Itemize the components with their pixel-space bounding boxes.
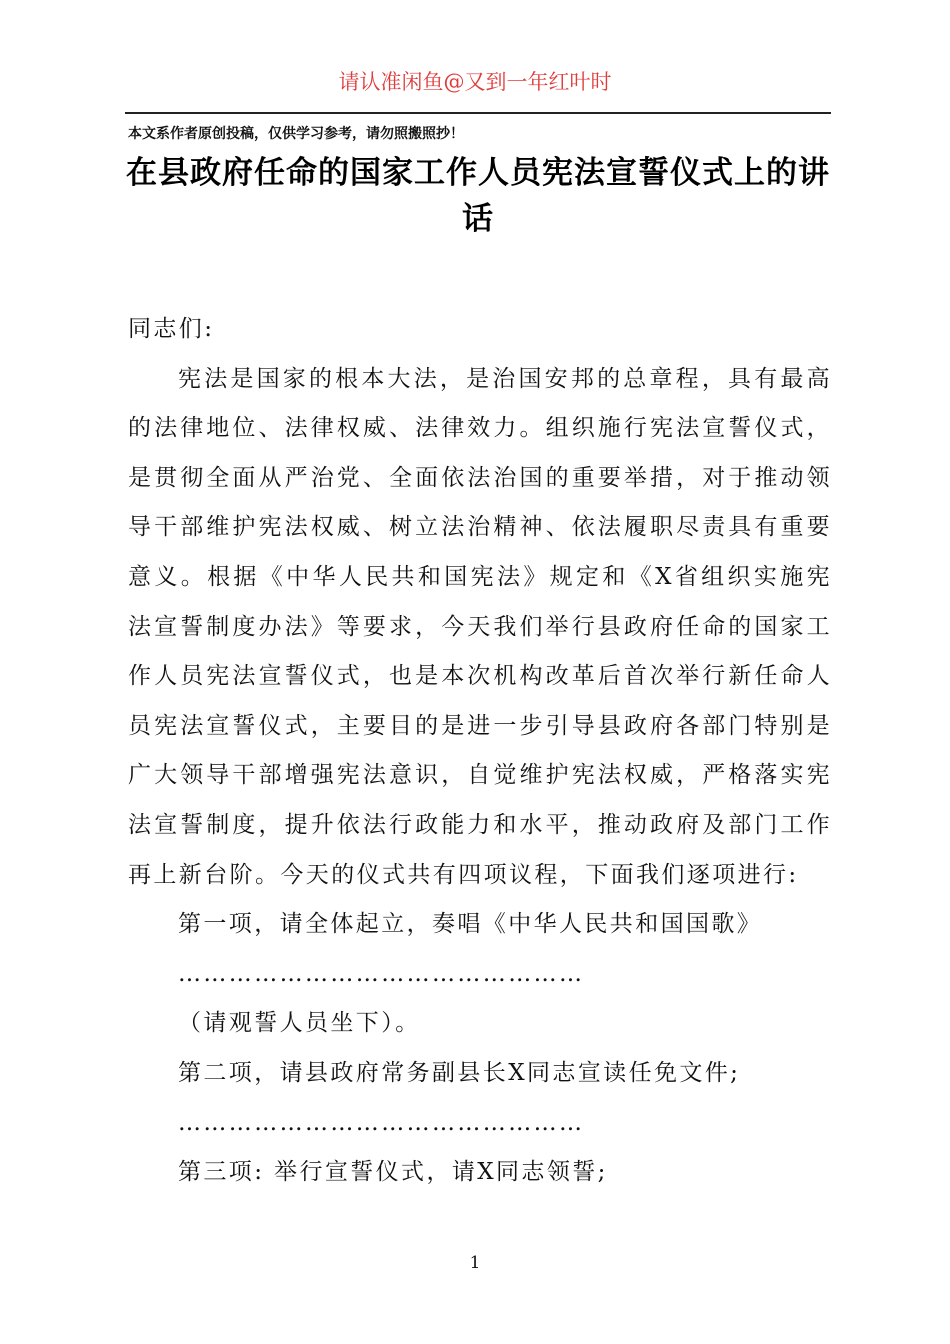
copyright-notice: 本文系作者原创投稿，仅供学习参考，请勿照搬照抄！ [128, 126, 464, 142]
ellipsis-line: ………………………………………… [178, 1109, 585, 1136]
header-divider [125, 112, 831, 114]
body-paragraph: 宪法是国家的根本大法，是治国安邦的总章程，具有最高的法律地位、法律权威、法律效力。组织施行宪法宣誓仪式，是贯彻全面从严治党、全面依法治国的重要举措，对于推动领导干部维护宪法权威、树立法治精神、依法履职尽责具有重要意义。根据《中华人民共和国宪法》规定和《X省组织实施宪法宣誓制度办法》等要求，今天我们举行县政府任命的国家工作人员宪法宣誓仪式，也是本次机构改革后首次举行新任命人员宪法宣誓仪式，主要目的是进一步引导县政府各部门特别是广大领导干部增强宪法意识，自觉维护宪法权威，严格落实宪法宣誓制度，提升依法行政能力和水平，推动政府及部门工作再上新台阶。今天的仪式共有四项议程，下面我们逐项进行: [128, 365, 832, 888]
salutation: 同志们: [128, 316, 215, 342]
document-body [128, 305, 832, 1198]
agenda-item-1: 第一项，请全体起立，奏唱《中华人民共和国国歌》 [178, 911, 763, 938]
page-number: 1 [469, 1253, 481, 1273]
header-watermark: 请认准闲鱼@又到一年红叶时 [338, 70, 612, 94]
agenda-item-2: 第二项，请县政府常务副县长X同志宣读任免文件; [178, 1059, 741, 1086]
document-title: 在县政府任命的国家工作人员宪法宣誓仪式上的讲话 [126, 155, 830, 237]
agenda-item-3: 第三项: 举行宣誓仪式，请X同志领誓; [178, 1159, 608, 1186]
stage-direction: （请观誓人员坐下）。 [178, 1010, 421, 1037]
ellipsis-line: ………………………………………… [178, 960, 585, 987]
